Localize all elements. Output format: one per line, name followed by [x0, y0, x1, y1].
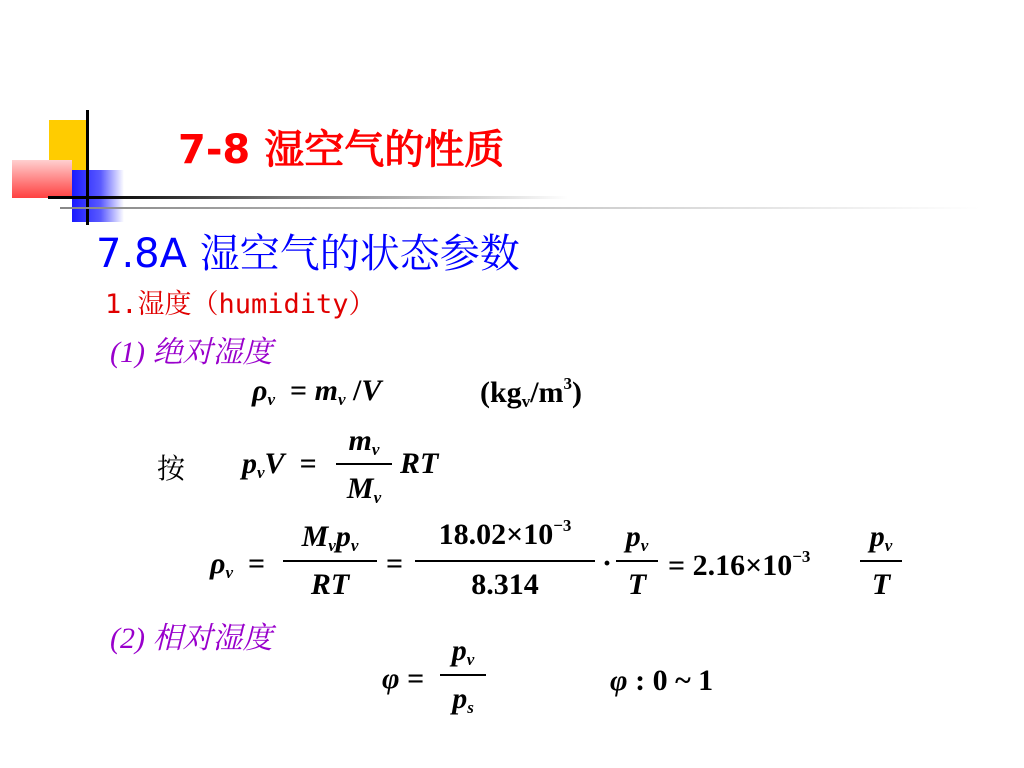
fraction-denominator-T: T [871, 568, 891, 601]
subsection-relative-humidity: (2) 相对湿度 [110, 622, 273, 655]
fraction-numerator-constant: $18.02\times 10^{-3}$ [438, 516, 572, 551]
fraction-bar [440, 674, 486, 676]
fraction-bar [860, 560, 902, 562]
fraction-denominator-RT: RT [310, 568, 350, 601]
equation-ideal-gas-lhs: $p_vV$ = [242, 447, 317, 482]
slide-title: 7-8 湿空气的性质 [178, 127, 505, 173]
equation-result-constant: = $2.16\times 10^{-3}$ [668, 547, 811, 582]
fraction-numerator-pv: $p_v$ [625, 520, 649, 555]
fraction-bar [616, 560, 658, 562]
fraction-numerator-pv: $p_v$ [869, 520, 893, 555]
fraction-numerator-Mv-pv: $M_vp_v$ [301, 520, 359, 555]
fraction-denominator-constant: 8.314 [471, 568, 539, 601]
equation-absolute-humidity: $\rho_v = m_v$ /V [252, 374, 382, 409]
decorative-underline [60, 207, 980, 209]
equals-sign: = [386, 547, 404, 580]
fraction-numerator-mv: $m_v$ [348, 424, 380, 459]
decorative-horizontal-line [48, 196, 568, 199]
fraction-bar [336, 463, 392, 465]
equation-phi-range: φ : 0 ~ 1 [610, 664, 714, 697]
subsection-absolute-humidity: (1) 绝对湿度 [110, 336, 273, 369]
fraction-numerator-pv: $p_v$ [451, 634, 475, 669]
fraction-denominator-Mv: $M_v$ [346, 472, 382, 507]
section-heading-humidity: 1.湿度（humidity） [105, 289, 376, 320]
equation-RT: RT [400, 447, 439, 480]
fraction-denominator-T: T [627, 568, 647, 601]
slide-subtitle: 7.8A 湿空气的状态参数 [96, 231, 520, 277]
equation-rho-lhs: $\rho_v$ = [210, 547, 266, 582]
fraction-bar [283, 560, 377, 562]
fraction-denominator-ps: $p_s$ [452, 682, 474, 717]
prefix-an: 按 [157, 452, 186, 485]
decorative-red-square [12, 160, 72, 198]
fraction-bar [415, 560, 595, 562]
dot-operator: · [602, 547, 613, 580]
equation-phi-lhs: φ = [382, 662, 425, 695]
equation-unit: $(kg_v/m^3)$ [480, 374, 583, 411]
